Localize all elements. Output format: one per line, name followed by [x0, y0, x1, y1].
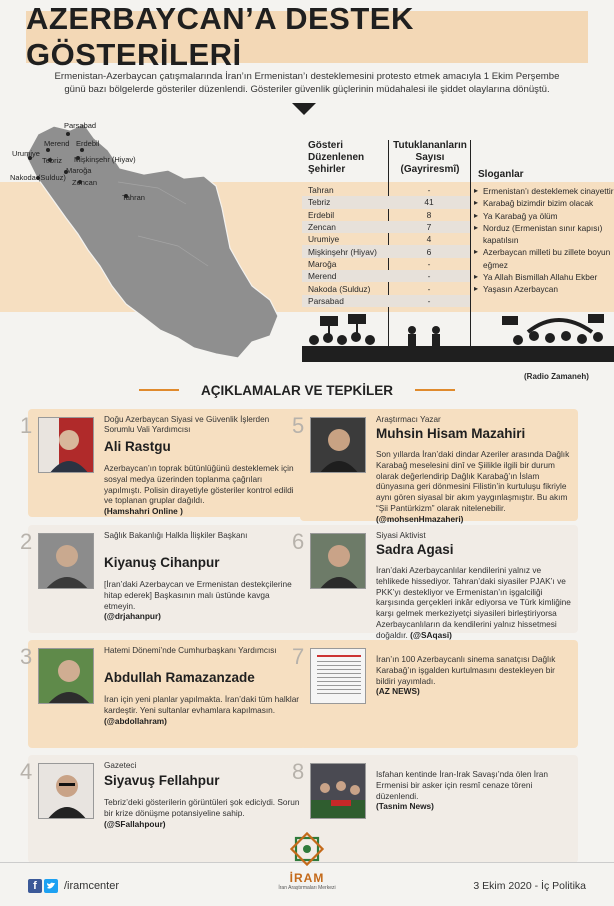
card-number: 7 — [292, 644, 305, 669]
table-source: (Radio Zamaneh) — [524, 372, 589, 381]
slogan-item: ▸ Yaşasın Azerbaycan — [474, 283, 614, 295]
person-name: Muhsin Hisam Mazahiri — [376, 426, 526, 441]
table-row — [302, 209, 470, 221]
map-city-label: Mişkinşehr (Hiyav) — [74, 155, 136, 164]
person-name: Sadra Agasi — [376, 542, 454, 557]
section-title: AÇIKLAMALAR VE TEPKİLER — [183, 378, 411, 402]
statement-card — [20, 755, 306, 863]
person-name: Siyavuş Fellahpur — [104, 773, 220, 788]
person-role: Doğu Azerbaycan Siyasi ve Güvenlik İşlerden Sorumlu Vali Yardımcısı — [104, 415, 270, 434]
arrest-count-cell: - — [427, 271, 431, 282]
map-city-label: Urumiye — [12, 149, 40, 158]
arrest-count-cell: - — [427, 295, 431, 306]
city-cell: Erdebil — [308, 209, 335, 220]
person-role: Hatemi Dönemi’nde Cumhurbaşkanı Yardımcısı — [104, 646, 277, 655]
slogan-list — [474, 185, 614, 296]
statement-text: Tebriz’deki gösterilerin görüntüleri şok ediciydi. Sorun bir krize dönüşme potansiyeline sahip. — [104, 797, 300, 818]
document-thumbnail — [310, 648, 366, 704]
statement-source: (AZ NEWS) — [376, 686, 420, 697]
map-city-label: Tahran — [122, 193, 145, 202]
arrest-count-cell: 7 — [426, 222, 432, 233]
city-cell: Tahran — [308, 185, 334, 196]
statement-card — [292, 525, 578, 640]
intro-text: Ermenistan-Azerbaycan çatışmalarında İran’ın Ermenistan’ı desteklemesini protesto etmek amacıyla 1 Ekim Perşembe günü bazı bölgelerde gösteriler düzenlendi. Gösteriler güvenlik güçlerinin müdahalesi ile şiddet olaylarına dönüştü. — [54, 71, 560, 95]
person-role: Araştırmacı Yazar — [376, 415, 441, 424]
table-row — [302, 196, 470, 208]
portrait-photo — [310, 417, 366, 473]
person-name: Abdullah Ramazanzade — [104, 670, 255, 685]
table-row — [302, 282, 470, 294]
slogan-item: ▸ Azerbaycan milleti bu zillete boyun eğmez — [474, 246, 614, 271]
statement-text: İran için yeni planlar yapılmakta. İran’daki tüm halklar kardeştir. Yeni sultanlar evhamlara kapılmasın. — [104, 694, 300, 715]
statement-source: (@abdollahram) — [104, 715, 167, 726]
statement-card — [292, 755, 578, 863]
slogan-item: ▸ Norduz (Ermenistan sınır kapısı) kapatılsın — [474, 222, 614, 247]
brand-name: İRAM — [289, 871, 325, 885]
table-row — [302, 245, 470, 257]
down-arrow-icon — [292, 103, 316, 115]
statement-source: (@SAqasi) — [410, 629, 452, 640]
statement-text: İran’ın 100 Azerbaycanlı sinema sanatçısı Dağlık Karabağ’ın işgalden kurtulmasını destekleyen bir bildiri yayımladı. — [376, 654, 556, 686]
statement-source: (@drjahanpur) — [104, 611, 161, 622]
iran-map-shape — [26, 124, 278, 358]
title-banner — [26, 1, 588, 72]
table-row — [302, 258, 470, 270]
social-handle[interactable]: /iramcenter — [64, 880, 120, 892]
arrest-count-cell: - — [427, 258, 431, 269]
arrest-count-cell: - — [427, 283, 431, 294]
publish-date: 3 Ekim 2020 - İç Politika — [473, 880, 586, 892]
city-cell: Merend — [308, 271, 337, 282]
slogan-item: ▸ Ya Allah Bismillah Allahu Ekber — [474, 271, 614, 283]
card-number: 3 — [20, 644, 33, 669]
person-name: Ali Rastgu — [104, 439, 171, 454]
statement-text: Son yıllarda İran’daki dindar Azeriler arasında Dağlık Karabağ meselesini dinî ve Şiilikle ilgili bir durum olarak değerlendirip Dağlık Karabağ’ın İslam dünyasına geri dönmesini Filistin’in kurtuluşu fikriyle aynı gören siyasal bir akım yaygınlaşmıştır. Bu akım “Şii Pantürkizm” olarak nitelenebilir. — [376, 449, 570, 513]
card-number: 5 — [292, 413, 305, 438]
column-header-arrests: Tutuklananların Sayısı (Gayriresmî) — [393, 140, 467, 175]
card-number: 6 — [292, 529, 305, 554]
city-cell: Urumiye — [308, 234, 340, 245]
brand-subtitle: İran Araştırmaları Merkezi — [278, 885, 336, 891]
portrait-photo — [310, 533, 366, 589]
table-row — [302, 233, 470, 245]
arrest-count-cell: - — [427, 185, 431, 196]
map-city-label: Erdebil — [76, 139, 100, 148]
statement-text: İran’daki Azerbaycanlılar kendilerini yalnız ve tehlikede hissediyor. Tahran’daki siyasiler PJAK’ı ve PKK’yı destekliyor ve Ermenistan’ın işgalciliği karşısında gerçekleri inkâr ediyorsa ve Türk kimliğine karşı gelmek merkeziyetçi siyasileri birleştiriyorsa Azerbaycanlıların da kendilerini yalnız hissetmesi doğaldır. — [376, 565, 571, 640]
iram-logo — [276, 832, 338, 902]
city-rows — [302, 184, 470, 307]
protest-crowd-illustration — [302, 312, 614, 362]
city-cell: Parsabad — [308, 295, 344, 306]
map-city-label: Parsabad — [64, 121, 97, 130]
map-city-label: Merend — [44, 139, 70, 148]
column-header-cities: Gösteri Düzenlenen Şehirler — [308, 140, 365, 175]
table-row — [302, 270, 470, 282]
statement-source: (Tasnim News) — [376, 801, 434, 812]
iram-emblem-icon — [290, 832, 324, 866]
table-row — [302, 295, 470, 307]
facebook-icon[interactable]: f — [28, 879, 42, 893]
page-title: AZERBAYCAN’A DESTEK GÖSTERİLERİ — [26, 1, 414, 72]
portrait-photo — [38, 417, 94, 473]
column-header-slogans: Sloganlar — [478, 169, 524, 180]
twitter-icon[interactable] — [44, 879, 58, 893]
map-city-label: Nakoda (Sulduz) — [10, 173, 66, 182]
arrest-count-cell: 4 — [426, 234, 432, 245]
portrait-photo — [38, 763, 94, 819]
person-role: Sağlık Bakanlığı Halkla İlişkiler Başkanı — [104, 531, 248, 540]
card-number: 8 — [292, 759, 305, 784]
statement-card — [20, 409, 306, 517]
city-cell: Mişkinşehr (Hiyav) — [308, 246, 377, 257]
statement-source: (Hamshahri Online ) — [104, 506, 183, 517]
card-number: 4 — [20, 759, 33, 784]
statement-card — [292, 640, 578, 748]
map-city-label: Maroğa — [66, 166, 92, 175]
table-row — [302, 184, 470, 196]
arrest-count-cell: 8 — [426, 209, 432, 220]
slogan-item: ▸ Karabağ bizimdir bizim olacak — [474, 197, 614, 209]
portrait-photo — [38, 533, 94, 589]
card-number: 2 — [20, 529, 33, 554]
statement-text: Isfahan kentinde İran-Irak Savaşı’nda ölen İran Ermenisi bir asker için resmî cenaze töreni düzenlendi. — [376, 769, 549, 801]
portrait-photo — [38, 648, 94, 704]
statement-card — [20, 525, 306, 633]
arrest-count-cell: 6 — [426, 246, 432, 257]
iran-map — [8, 116, 288, 366]
statement-source: (@SFallahpour) — [104, 818, 166, 829]
person-role: Siyasi Aktivist — [376, 531, 426, 540]
funeral-photo — [310, 763, 366, 819]
city-cell: Nakoda (Sulduz) — [308, 283, 371, 294]
map-city-label: Zencan — [72, 178, 98, 187]
person-role: Gazeteci — [104, 761, 137, 770]
statement-card — [20, 640, 306, 748]
map-city-label: Tebriz — [42, 156, 63, 165]
statement-text: Azerbaycan’ın toprak bütünlüğünü desteklemek için sosyal medya üzerinden toplanma çağrıları yapılmıştı. Polisin dirayetiyle gösteriler kontrol edildi ve toplanan gruplar dağıldı. — [104, 463, 294, 506]
statement-card — [292, 409, 578, 524]
table-row — [302, 221, 470, 233]
city-cell: Tebriz — [308, 197, 331, 208]
slogan-item: ▸ Ermenistan’ı desteklemek cinayettir — [474, 185, 614, 197]
statement-source: (@mohsenHmazaheri) — [376, 513, 464, 524]
city-cell: Maroğa — [308, 258, 337, 269]
card-number: 1 — [20, 413, 33, 438]
person-name: Kiyanuş Cihanpur — [104, 555, 220, 570]
city-cell: Zencan — [308, 222, 336, 233]
statement-text: [İran’daki Azerbaycan ve Ermenistan destekçilerine hitap ederek] Başkasının malı üstünde kavga etmeyin. — [104, 579, 292, 611]
slogan-item: ▸ Ya Karabağ ya ölüm — [474, 210, 614, 222]
arrest-count-cell: 41 — [424, 197, 434, 208]
